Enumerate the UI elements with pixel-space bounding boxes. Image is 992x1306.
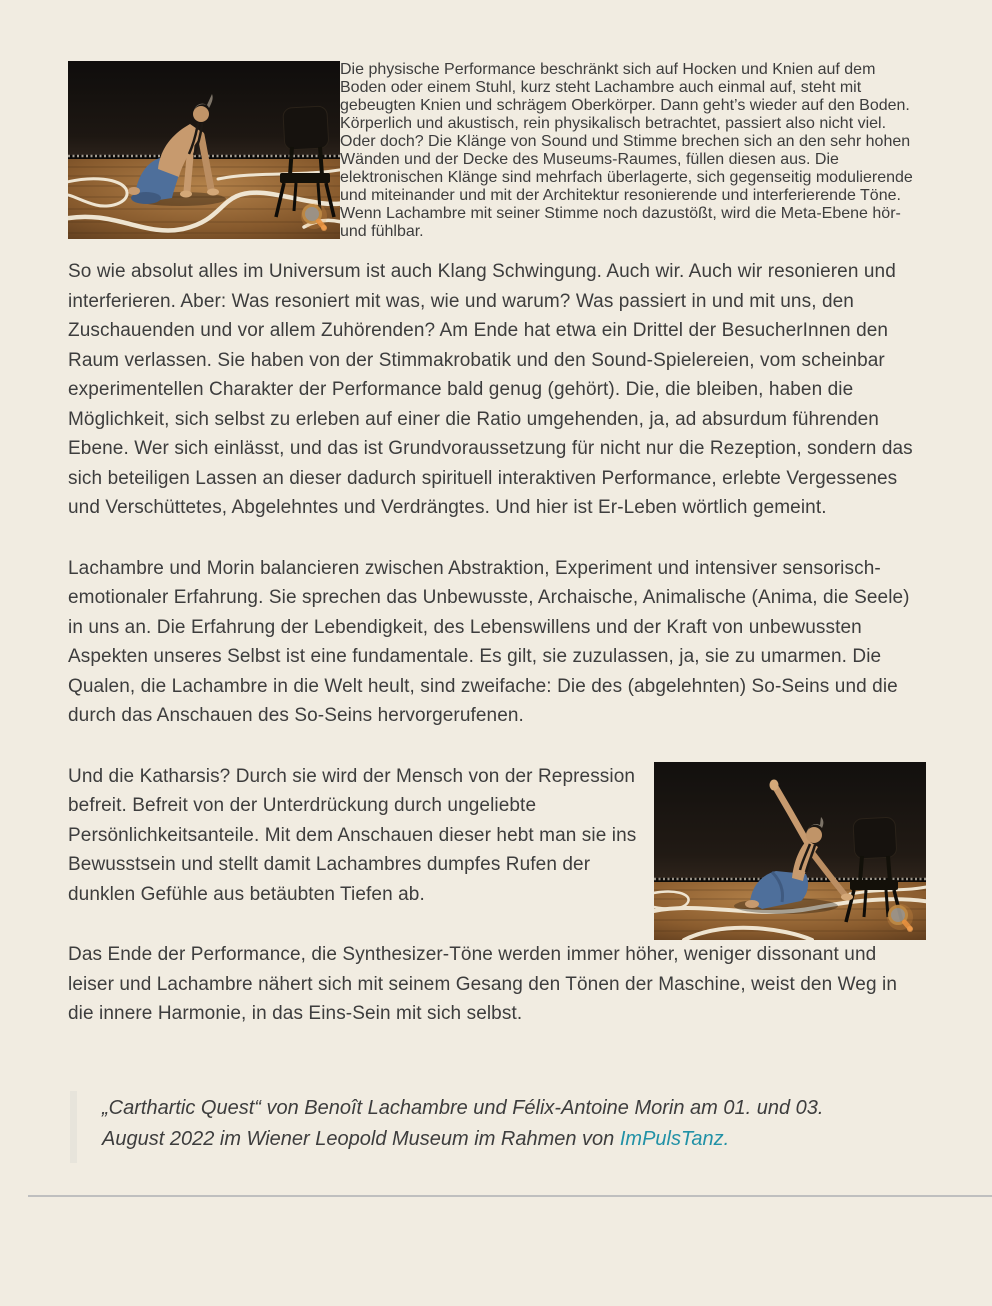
- performance-photo-1[interactable]: [68, 61, 340, 239]
- paragraph-2: So wie absolut alles im Universum ist auch Klang Schwingung. Auch wir. Auch wir resonieren und interferieren. Aber: Was resoniert mit was, wie und warum? Was passiert in und mit uns, den Zuschauenden und vor allem Zuhörenden? Am Ende hat etwa ein Drittel der BesucherInnen den Raum verlassen. Sie haben von der Stimmakrobatik und den Sound-Spielereien, vom scheinbar experimentellen Charakter der Performance bald genug (gehört). Die, die bleiben, haben die Möglichkeit, sich selbst zu erleben auf einer die Ratio umgehenden, ja, ad absurdum führenden Ebene. Wer sich einlässt, und das ist Grundvoraussetzung für nicht nur die Rezeption, sondern das sich beteiligen Lassen an dieser dadurch spirituell interaktiven Performance, erlebte Vergessenes und Verschüttetes, Abgelehntes und Verdrängtes. Und hier ist Er-Leben wörtlich gemeint.: [68, 261, 913, 518]
- paragraph-5: Das Ende der Performance, die Synthesizer-Töne werden immer höher, weniger dissonant und leiser und Lachambre nähert sich mit seinem Gesang den Tönen der Maschine, weist den Weg in die innere Harmonie, in das Eins-Sein mit sich selbst.: [68, 944, 898, 1024]
- paragraph-1-text: Die physische Performance beschränkt sich auf Hocken und Knien auf dem Boden oder einem Stuhl, kurz steht Lachambre auch einmal auf, steht mit gebeugten Knien und schrägem Oberkörper. Dann geht’s wieder auf den Boden. Körperlich und akustisch, rein physikalisch betrachtet, passiert also nicht viel. Oder doch? Die Klänge von Sound und Stimme brechen sich an den sehr hohen Wänden und der Decke des Museums-Raumes, füllen diesen aus. Die elektronischen Klänge sind mehrfach überlagerte, sich gegenseitig modulierende und miteinander und mit der Architektur resonierende und interferierende Töne. Wenn Lachambre mit seiner Stimme noch dazustößt, wird die Meta-Ebene hör- und fühlbar.: [340, 61, 913, 240]
- paragraph-3: Lachambre und Morin balancieren zwischen Abstraktion, Experiment und intensiver sensorisch-emotionaler Erfahrung. Sie sprechen das Unbewusste, Archaische, Animalische (Anima, die Seele) in uns an. Die Erfahrung der Lebendigkeit, des Lebenswillens und der Kraft von unbewussten Aspekten unseres Selbst ist eine fundamentale. Es gilt, sie zuzulassen, ja, sie zu umarmen. Die Qualen, die Lachambre in die Welt heult, sind zweifache: Die des (abgelehnten) So-Seins und die durch das Anschauen des So-Seins hervorgerufenen.: [68, 557, 910, 726]
- paragraph-4: Und die Katharsis? Durch sie wird der Mensch von der Repression befreit. Befreit von der Unterdrückung durch ungeliebte Persönlichkeitsanteile. Mit dem Anschauen dieser hebt man sie ins Bewusstsein und stellt damit Lachambres dumpfes Rufen der dunklen Gefühle aus betäubten Tiefen ab.: [68, 765, 637, 905]
- performance-review-article: [68, 61, 926, 1163]
- performance-photo-2-graphic: [654, 762, 926, 940]
- performance-photo-1-graphic: [68, 61, 340, 239]
- quote-text: „Carthartic Quest“ von Benoît Lachambre und Félix-Antoine Morin am 01. und 03. August 2022 im Wiener Leopold Museum im Rahmen von: [102, 1096, 824, 1150]
- performance-photo-2[interactable]: [654, 762, 926, 940]
- performance-credit-quote: [70, 1091, 926, 1163]
- impulstanz-link[interactable]: ImPulsTanz.: [619, 1127, 730, 1150]
- katharsis-section: [68, 762, 926, 1060]
- footer-divider: [28, 1195, 992, 1197]
